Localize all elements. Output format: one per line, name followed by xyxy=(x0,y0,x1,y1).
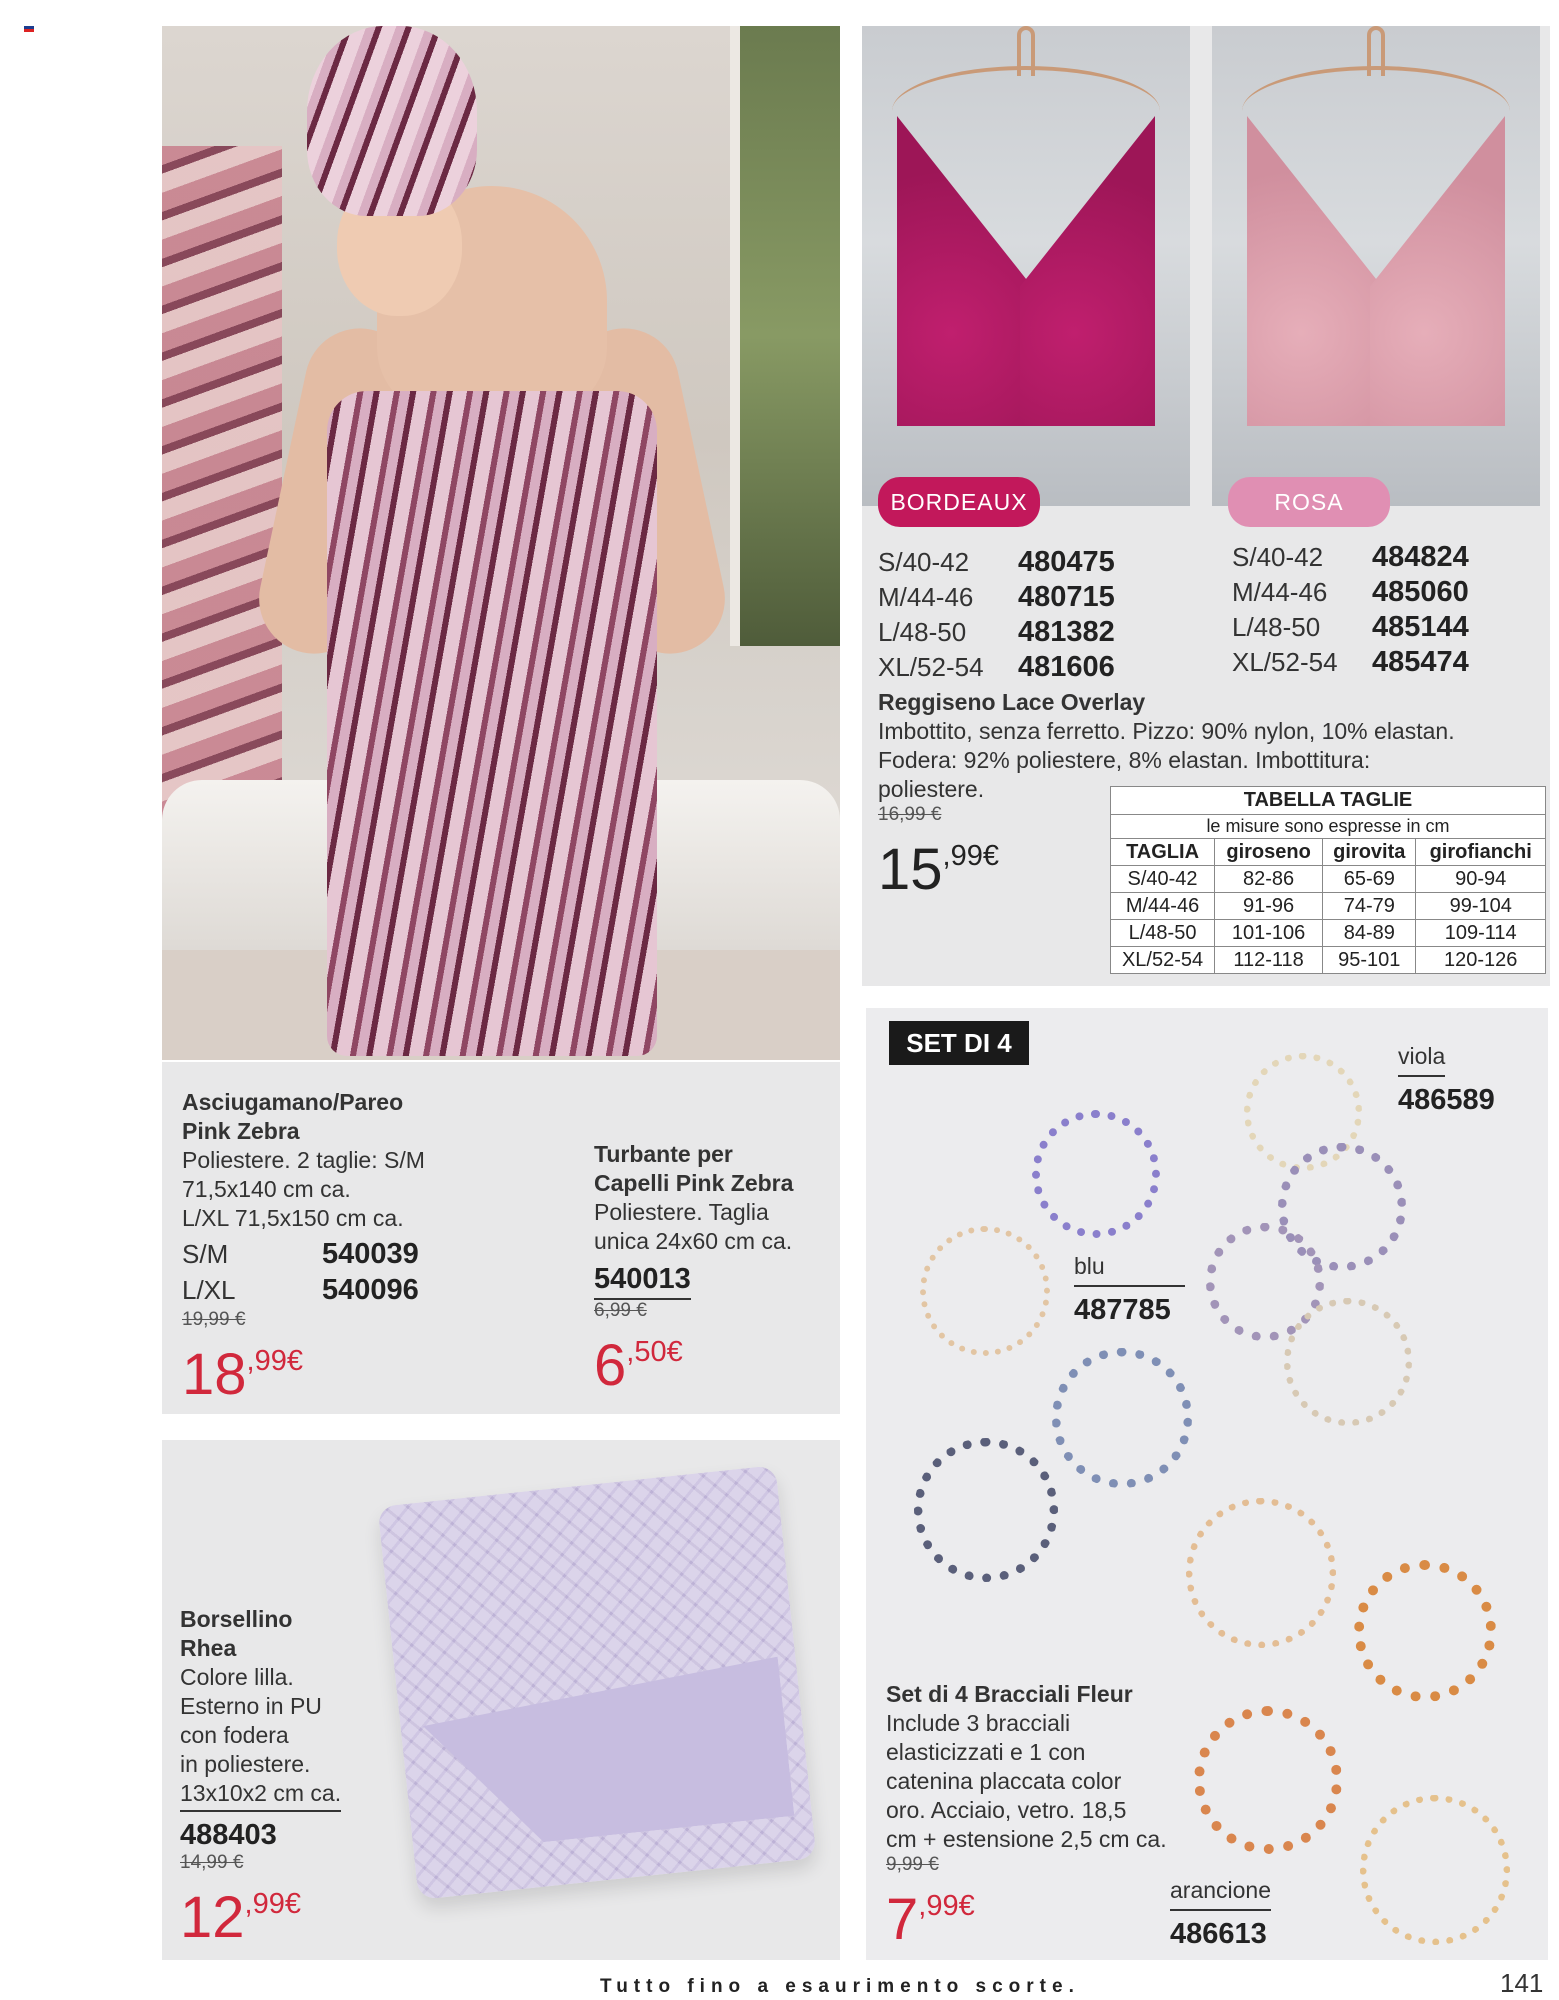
bracelets-desc-line3: catenina placcata color xyxy=(886,1768,1122,1794)
towel-price-decimals: ,99€ xyxy=(246,1345,303,1377)
bracelets-title: Set di 4 Bracciali Fleur xyxy=(886,1681,1133,1707)
towel-size-code: 540039 xyxy=(322,1238,419,1270)
turban-price-integer: 6 xyxy=(594,1333,627,1398)
bra-price-integer: 15 xyxy=(878,837,943,902)
towel-old-price: 19,99 € xyxy=(182,1309,246,1330)
variant-code: 486613 xyxy=(1170,1918,1267,1950)
bra-desc-line1: Imbottito, senza ferretto. Pizzo: 90% nylon, 10% elastan. xyxy=(878,718,1455,744)
size-table-cell: 112-118 xyxy=(1215,947,1323,974)
bracelets-price xyxy=(886,1876,1226,1950)
turban-info xyxy=(594,1140,834,1396)
bra-size-label: XL/52-54 xyxy=(1232,647,1338,677)
bra-size-row xyxy=(878,615,1158,650)
pouch-desc-line1: Colore lilla. xyxy=(180,1664,294,1690)
bra-rosa-color-tag: ROSA xyxy=(1228,477,1390,527)
bra-size-row xyxy=(878,580,1158,615)
bra-size-label: XL/52-54 xyxy=(878,652,984,682)
size-table-header-row xyxy=(1111,839,1546,866)
size-table-cell: 91-96 xyxy=(1215,893,1323,920)
bra-old-price: 16,99 € xyxy=(878,804,942,825)
pouch-price xyxy=(180,1874,380,1948)
bra-size-label: L/48-50 xyxy=(1232,612,1321,642)
bra-size-row xyxy=(1232,540,1532,575)
turban-code: 540013 xyxy=(594,1262,691,1300)
pouch-code: 488403 xyxy=(180,1819,277,1851)
bracelet-variant-viola xyxy=(1398,1042,1508,1117)
size-table-cell: M/44-46 xyxy=(1111,893,1215,920)
size-table-cell: 74-79 xyxy=(1323,893,1416,920)
towel-title-line1: Asciugamano/Pareo xyxy=(182,1089,404,1115)
towel-desc-line3: L/XL 71,5x150 cm ca. xyxy=(182,1205,404,1231)
pouch-desc-line2: Esterno in PU xyxy=(180,1693,322,1719)
size-table-subcaption: le misure sono espresse in cm xyxy=(1111,815,1546,839)
size-table-cell: 90-94 xyxy=(1416,866,1546,893)
bra-size-row xyxy=(1232,610,1532,645)
bra-bordeaux-photo xyxy=(862,26,1190,506)
towel-product-photo xyxy=(162,26,840,1060)
size-table-cell: 109-114 xyxy=(1416,920,1546,947)
bra-rosa-photo xyxy=(1212,26,1540,506)
turban-desc-line1: Poliestere. Taglia xyxy=(594,1199,769,1225)
bracelets-price-integer: 7 xyxy=(886,1887,919,1952)
pouch-title-line1: Borsellino xyxy=(180,1606,293,1632)
footer-note: Tutto fino a esaurimento scorte. xyxy=(600,1976,1080,1997)
bra-size-code: 480715 xyxy=(1018,581,1115,613)
bracelets-desc-line4: oro. Acciaio, vetro. 18,5 xyxy=(886,1797,1127,1823)
turban-price-decimals: ,50€ xyxy=(626,1336,683,1368)
towel-price-integer: 18 xyxy=(182,1342,247,1407)
towel-size-label: L/XL xyxy=(182,1275,236,1305)
turban-title-line1: Turbante per xyxy=(594,1141,733,1167)
bra-size-label: S/40-42 xyxy=(878,547,970,577)
pouch-info xyxy=(180,1605,380,1948)
towel-price xyxy=(182,1331,482,1405)
bra-size-label: M/44-46 xyxy=(878,582,974,612)
size-table-cell: 65-69 xyxy=(1323,866,1416,893)
pouch-price-integer: 12 xyxy=(180,1885,245,1950)
bra-size-code: 485474 xyxy=(1372,646,1469,678)
bracelets-price-decimals: ,99€ xyxy=(918,1890,975,1922)
variant-name: viola xyxy=(1398,1042,1445,1077)
variant-name: arancione xyxy=(1170,1876,1271,1911)
bra-size-row xyxy=(1232,645,1532,680)
bra-desc-line2: Fodera: 92% poliestere, 8% elastan. Imbottitura: xyxy=(878,747,1371,773)
turban-price xyxy=(594,1322,834,1396)
bra-size-row xyxy=(878,545,1158,580)
pouch-price-decimals: ,99€ xyxy=(244,1888,301,1920)
bra-size-code: 481382 xyxy=(1018,616,1115,648)
flag-icon xyxy=(24,26,34,32)
bracelets-description xyxy=(886,1680,1226,1950)
bracelets-old-price: 9,99 € xyxy=(886,1854,939,1875)
towel-size-row xyxy=(182,1237,482,1273)
size-table-cell: L/48-50 xyxy=(1111,920,1215,947)
towel-title-line2: Pink Zebra xyxy=(182,1118,300,1144)
bra-price-decimals: ,99€ xyxy=(942,840,999,872)
towel-size-code: 540096 xyxy=(322,1274,419,1306)
variant-name: blu xyxy=(1074,1252,1185,1287)
size-table-cell: 82-86 xyxy=(1215,866,1323,893)
size-table-header: giroseno xyxy=(1215,839,1323,866)
size-table-header: girofianchi xyxy=(1416,839,1546,866)
size-table-header: TAGLIA xyxy=(1111,839,1215,866)
turban-title-line2: Capelli Pink Zebra xyxy=(594,1170,794,1196)
bracelets-desc-line5: cm + estensione 2,5 cm ca. xyxy=(886,1826,1167,1852)
size-table-row xyxy=(1111,893,1546,920)
bra-size-label: M/44-46 xyxy=(1232,577,1328,607)
bra-size-row xyxy=(878,650,1158,685)
bra-size-code: 485144 xyxy=(1372,611,1469,643)
towel-desc-line2: 71,5x140 cm ca. xyxy=(182,1176,351,1202)
bra-bordeaux-sizes xyxy=(878,545,1158,685)
size-table-cell: 99-104 xyxy=(1416,893,1546,920)
bra-size-code: 484824 xyxy=(1372,541,1469,573)
size-table-row xyxy=(1111,866,1546,893)
bra-title: Reggiseno Lace Overlay xyxy=(878,689,1146,715)
size-table-cell: XL/52-54 xyxy=(1111,947,1215,974)
turban-old-price: 6,99 € xyxy=(594,1300,647,1321)
size-table-caption: TABELLA TAGLIE xyxy=(1111,787,1546,815)
size-table xyxy=(1110,786,1546,974)
size-table-row xyxy=(1111,920,1546,947)
pouch-title-line2: Rhea xyxy=(180,1635,237,1661)
bracelets-desc-line1: Include 3 bracciali xyxy=(886,1710,1071,1736)
bra-bordeaux-color-tag: BORDEAUX xyxy=(878,477,1040,527)
bra-size-code: 481606 xyxy=(1018,651,1115,683)
set-badge: SET DI 4 xyxy=(889,1021,1029,1065)
turban-desc-line2: unica 24x60 cm ca. xyxy=(594,1228,793,1254)
size-table-cell: S/40-42 xyxy=(1111,866,1215,893)
pouch-old-price: 14,99 € xyxy=(180,1852,244,1873)
towel-size-label: S/M xyxy=(182,1239,229,1269)
bra-size-row xyxy=(1232,575,1532,610)
size-table-header: girovita xyxy=(1323,839,1416,866)
bra-rosa-sizes xyxy=(1232,540,1532,680)
variant-code: 487785 xyxy=(1074,1294,1171,1326)
size-table-cell: 101-106 xyxy=(1215,920,1323,947)
size-table-cell: 84-89 xyxy=(1323,920,1416,947)
page-number: 141 xyxy=(1500,1968,1544,1998)
pouch-desc-line4: in poliestere. xyxy=(180,1751,311,1777)
towel-desc-line1: Poliestere. 2 taglie: S/M xyxy=(182,1147,425,1173)
bracelets-desc-line2: elasticizzati e 1 con xyxy=(886,1739,1086,1765)
bra-size-label: S/40-42 xyxy=(1232,542,1324,572)
bra-size-code: 485060 xyxy=(1372,576,1469,608)
size-table-cell: 95-101 xyxy=(1323,947,1416,974)
bracelet-variant-blu xyxy=(1074,1252,1194,1327)
bra-size-label: L/48-50 xyxy=(878,617,967,647)
towel-info xyxy=(182,1088,482,1405)
towel-size-row xyxy=(182,1273,482,1309)
pouch-desc-line3: con fodera xyxy=(180,1722,289,1748)
size-table-cell: 120-126 xyxy=(1416,947,1546,974)
pouch-desc-line5: 13x10x2 cm ca. xyxy=(180,1779,341,1812)
bra-size-code: 480475 xyxy=(1018,546,1115,578)
size-table-row xyxy=(1111,947,1546,974)
bra-desc-line3: poliestere. xyxy=(878,776,985,802)
variant-code: 486589 xyxy=(1398,1084,1495,1116)
